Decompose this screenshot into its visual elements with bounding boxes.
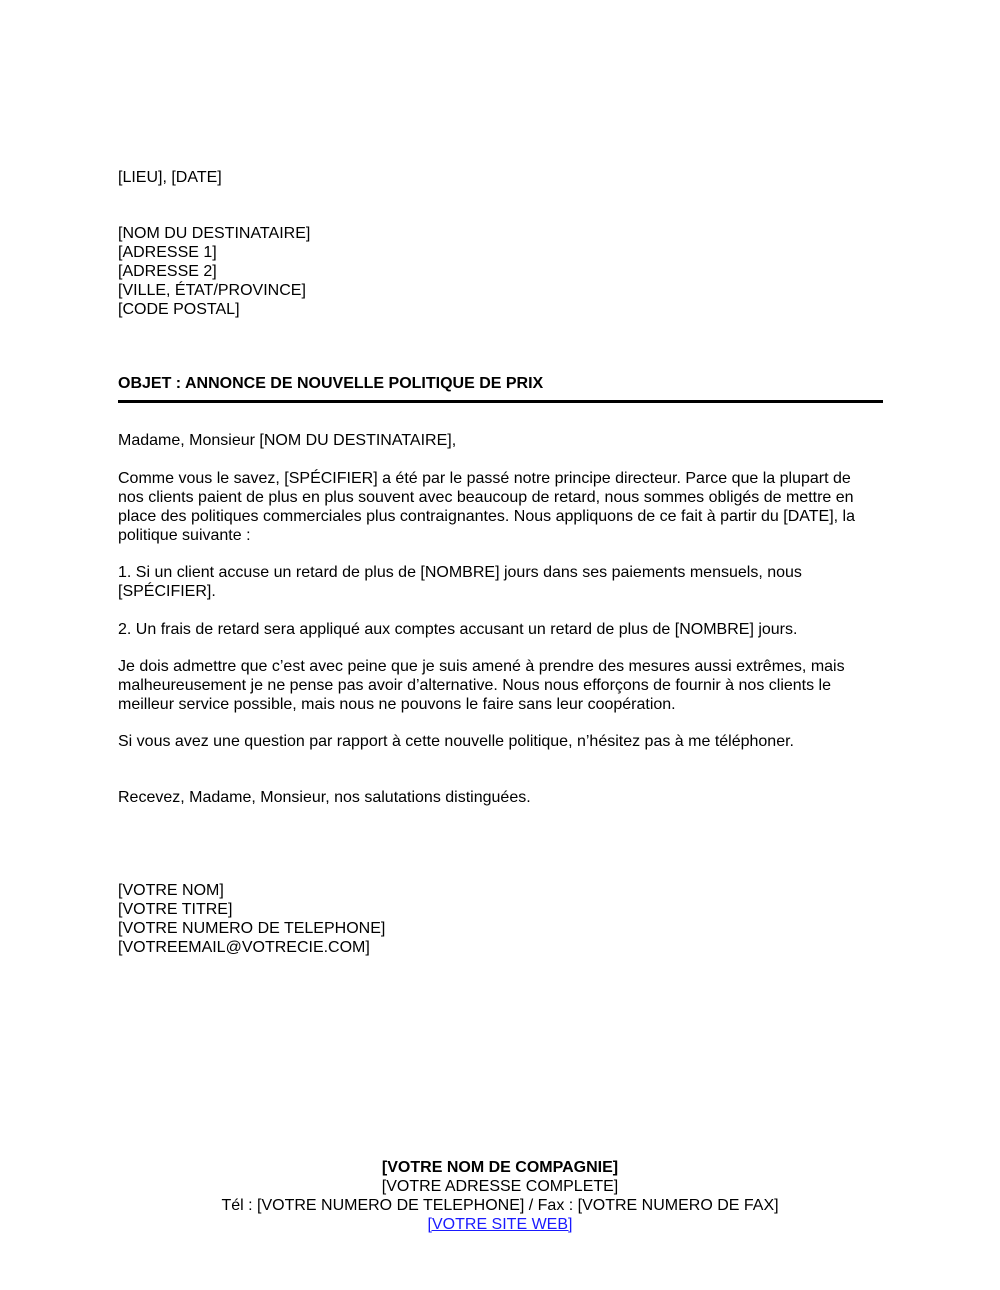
paragraph-1-line: Comme vous le savez, [SPÉCIFIER] a été par le passé notre principe directeur. Parce que la plupart de	[118, 470, 851, 487]
place-date: [LIEU], [DATE]	[118, 169, 222, 186]
recipient-address-2: [ADRESSE 2]	[118, 263, 217, 280]
paragraph-1-line: politique suivante :	[118, 527, 251, 544]
signature-email: [VOTREEMAIL@VOTRECIE.COM]	[118, 939, 370, 956]
closing: Recevez, Madame, Monsieur, nos salutations distinguées.	[118, 789, 531, 806]
paragraph-2-line: Je dois admettre que c’est avec peine que je suis amené à prendre des mesures aussi extrêmes, mais	[118, 658, 845, 675]
recipient-name: [NOM DU DESTINATAIRE]	[118, 225, 311, 242]
footer-website-link[interactable]: [VOTRE SITE WEB]	[427, 1216, 573, 1233]
list-item-1-line: [SPÉCIFIER].	[118, 583, 216, 600]
paragraph-1-line: place des politiques commerciales plus contraignantes. Nous appliquons de ce fait à partir du [DATE], la	[118, 508, 855, 525]
recipient-address-1: [ADRESSE 1]	[118, 244, 217, 261]
recipient-city: [VILLE, ÉTAT/PROVINCE]	[118, 282, 306, 299]
subject-line: OBJET : ANNONCE DE NOUVELLE POLITIQUE DE PRIX	[118, 375, 544, 392]
signature-phone: [VOTRE NUMERO DE TELEPHONE]	[118, 920, 386, 937]
salutation: Madame, Monsieur [NOM DU DESTINATAIRE],	[118, 432, 457, 449]
paragraph-2-line: meilleur service possible, mais nous ne pouvons le faire sans leur coopération.	[118, 696, 676, 713]
paragraph-1-line: nos clients paient de plus en plus souvent avec beaucoup de retard, nous sommes obligés de mettre en	[118, 489, 854, 506]
footer-address: [VOTRE ADRESSE COMPLETE]	[381, 1178, 619, 1195]
footer-company: [VOTRE NOM DE COMPAGNIE]	[381, 1159, 619, 1176]
signature-name: [VOTRE NOM]	[118, 882, 224, 899]
paragraph-2-line: malheureusement je ne pense pas avoir d’alternative. Nous nous efforçons de fournir à nos clients le	[118, 677, 832, 694]
footer-contact: Tél : [VOTRE NUMERO DE TELEPHONE] / Fax : [VOTRE NUMERO DE FAX]	[221, 1197, 779, 1214]
subject-divider	[118, 400, 883, 403]
signature-title: [VOTRE TITRE]	[118, 901, 233, 918]
list-item-2: 2. Un frais de retard sera appliqué aux comptes accusant un retard de plus de [NOMBRE] jours.	[118, 621, 798, 638]
recipient-postal-code: [CODE POSTAL]	[118, 301, 240, 318]
paragraph-3: Si vous avez une question par rapport à cette nouvelle politique, n’hésitez pas à me téléphoner.	[118, 733, 794, 750]
list-item-1-line: 1. Si un client accuse un retard de plus de [NOMBRE] jours dans ses paiements mensuels, nous	[118, 564, 802, 581]
